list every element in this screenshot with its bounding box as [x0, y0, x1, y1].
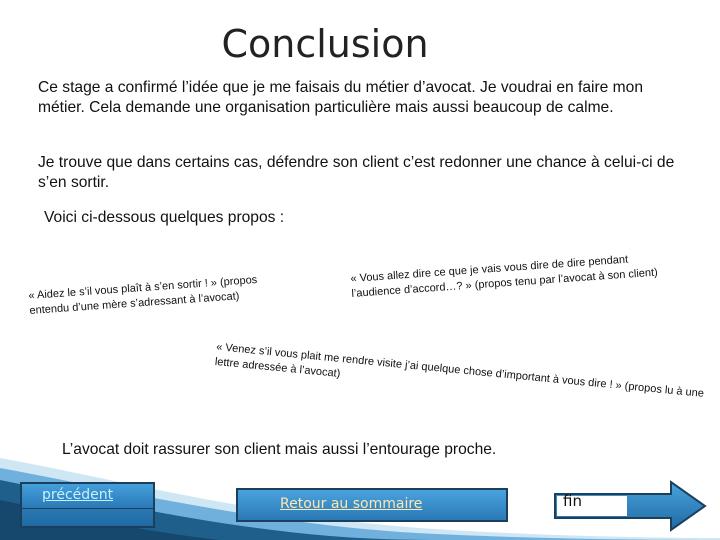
quote-lawyer: « Vous allez dire ce que je vais vous dire de dire pendant l’audience d’accord…? » (propos tenu par l’avocat à son client)	[350, 253, 659, 300]
quote-mother: « Aidez le s’il vous plaît à s’en sortir ! » (propos entendu d’une mère s’adressant à l’avocat)	[28, 274, 258, 317]
previous-button-label: précédent	[42, 487, 114, 503]
toc-button-label: Retour au sommaire	[280, 496, 423, 512]
quote-letter: « Venez s’il vous plait me rendre visite j’ai quelque chose d’important à vous dire ! » (propos lu à une lettre adressée à l’avocat)	[214, 340, 705, 400]
next-button-label: fin	[563, 492, 582, 510]
previous-button[interactable]	[20, 482, 155, 528]
paragraph-3: Voici ci-dessous quelques propos :	[44, 209, 285, 226]
slide-title: Conclusion	[221, 22, 429, 66]
closing-statement: L’avocat doit rassurer son client mais aussi l’entourage proche.	[62, 441, 497, 458]
paragraph-2: Je trouve que dans certains cas, défendre son client c’est redonner une chance à celui-ci de s’en sortir.	[38, 154, 675, 191]
next-button[interactable]	[553, 480, 708, 532]
table-of-contents-button[interactable]	[236, 488, 508, 522]
paragraph-1: Ce stage a confirmé l’idée que je me faisais du métier d’avocat. Je voudrai en faire mon métier. Cela demande une organisation particulière mais aussi beaucoup de calme.	[38, 79, 644, 116]
